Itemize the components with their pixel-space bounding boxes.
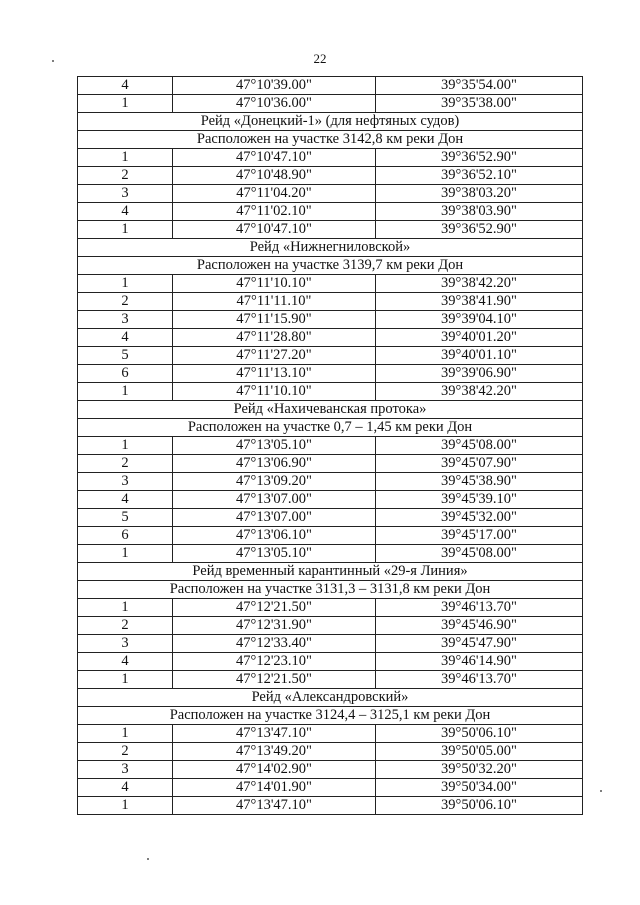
scan-speck bbox=[52, 60, 54, 62]
section-heading-row bbox=[78, 401, 583, 419]
point-number-cell: 3 bbox=[78, 185, 173, 203]
longitude-cell: 39°38'03.20" bbox=[376, 185, 583, 203]
longitude-cell: 39°36'52.90" bbox=[376, 149, 583, 167]
point-number-cell: 2 bbox=[78, 167, 173, 185]
section-heading-row bbox=[78, 563, 583, 581]
longitude-cell: 39°50'06.10" bbox=[376, 797, 583, 815]
table-row bbox=[78, 311, 583, 329]
point-number-cell: 2 bbox=[78, 617, 173, 635]
longitude-cell: 39°45'32.00" bbox=[376, 509, 583, 527]
section-heading: Расположен на участке 3124,4 – 3125,1 км реки Дон bbox=[78, 707, 583, 725]
section-heading: Рейд «Донецкий-1» (для нефтяных судов) bbox=[78, 113, 583, 131]
latitude-cell: 47°11'27.20" bbox=[173, 347, 376, 365]
latitude-cell: 47°11'10.10" bbox=[173, 275, 376, 293]
longitude-cell: 39°50'32.20" bbox=[376, 761, 583, 779]
latitude-cell: 47°13'47.10" bbox=[173, 797, 376, 815]
latitude-cell: 47°12'23.10" bbox=[173, 653, 376, 671]
longitude-cell: 39°46'14.90" bbox=[376, 653, 583, 671]
latitude-cell: 47°10'36.00" bbox=[173, 95, 376, 113]
point-number-cell: 1 bbox=[78, 545, 173, 563]
table-row bbox=[78, 95, 583, 113]
point-number-cell: 1 bbox=[78, 725, 173, 743]
table-row bbox=[78, 149, 583, 167]
longitude-cell: 39°39'06.90" bbox=[376, 365, 583, 383]
point-number-cell: 4 bbox=[78, 653, 173, 671]
point-number-cell: 4 bbox=[78, 77, 173, 95]
latitude-cell: 47°13'06.90" bbox=[173, 455, 376, 473]
longitude-cell: 39°45'39.10" bbox=[376, 491, 583, 509]
point-number-cell: 3 bbox=[78, 473, 173, 491]
point-number-cell: 4 bbox=[78, 491, 173, 509]
table-row bbox=[78, 347, 583, 365]
section-heading: Рейд временный карантинный «29-я Линия» bbox=[78, 563, 583, 581]
table-row bbox=[78, 797, 583, 815]
point-number-cell: 2 bbox=[78, 455, 173, 473]
section-heading: Расположен на участке 3139,7 км реки Дон bbox=[78, 257, 583, 275]
longitude-cell: 39°39'04.10" bbox=[376, 311, 583, 329]
longitude-cell: 39°45'17.00" bbox=[376, 527, 583, 545]
table-row bbox=[78, 167, 583, 185]
table-row bbox=[78, 635, 583, 653]
latitude-cell: 47°10'47.10" bbox=[173, 149, 376, 167]
coordinates-table-body bbox=[78, 77, 583, 815]
point-number-cell: 1 bbox=[78, 437, 173, 455]
point-number-cell: 1 bbox=[78, 149, 173, 167]
table-row bbox=[78, 275, 583, 293]
latitude-cell: 47°13'07.00" bbox=[173, 509, 376, 527]
latitude-cell: 47°14'01.90" bbox=[173, 779, 376, 797]
table-row bbox=[78, 599, 583, 617]
section-heading-row bbox=[78, 581, 583, 599]
table-row bbox=[78, 455, 583, 473]
latitude-cell: 47°11'28.80" bbox=[173, 329, 376, 347]
longitude-cell: 39°35'38.00" bbox=[376, 95, 583, 113]
longitude-cell: 39°45'47.90" bbox=[376, 635, 583, 653]
point-number-cell: 3 bbox=[78, 635, 173, 653]
latitude-cell: 47°11'04.20" bbox=[173, 185, 376, 203]
section-heading: Рейд «Александровский» bbox=[78, 689, 583, 707]
section-heading-row bbox=[78, 131, 583, 149]
latitude-cell: 47°13'06.10" bbox=[173, 527, 376, 545]
longitude-cell: 39°36'52.10" bbox=[376, 167, 583, 185]
latitude-cell: 47°10'48.90" bbox=[173, 167, 376, 185]
longitude-cell: 39°38'03.90" bbox=[376, 203, 583, 221]
section-heading-row bbox=[78, 419, 583, 437]
table-row bbox=[78, 617, 583, 635]
point-number-cell: 4 bbox=[78, 779, 173, 797]
page-number: 22 bbox=[313, 51, 327, 66]
table-row bbox=[78, 293, 583, 311]
point-number-cell: 1 bbox=[78, 797, 173, 815]
longitude-cell: 39°36'52.90" bbox=[376, 221, 583, 239]
point-number-cell: 1 bbox=[78, 275, 173, 293]
longitude-cell: 39°46'13.70" bbox=[376, 671, 583, 689]
longitude-cell: 39°45'07.90" bbox=[376, 455, 583, 473]
longitude-cell: 39°50'34.00" bbox=[376, 779, 583, 797]
latitude-cell: 47°10'39.00" bbox=[173, 77, 376, 95]
section-heading-row bbox=[78, 257, 583, 275]
point-number-cell: 2 bbox=[78, 743, 173, 761]
table-row bbox=[78, 383, 583, 401]
section-heading: Расположен на участке 3142,8 км реки Дон bbox=[78, 131, 583, 149]
table-row bbox=[78, 545, 583, 563]
longitude-cell: 39°46'13.70" bbox=[376, 599, 583, 617]
latitude-cell: 47°10'47.10" bbox=[173, 221, 376, 239]
table-row bbox=[78, 365, 583, 383]
point-number-cell: 4 bbox=[78, 203, 173, 221]
table-row bbox=[78, 221, 583, 239]
section-heading: Расположен на участке 0,7 – 1,45 км реки Дон bbox=[78, 419, 583, 437]
longitude-cell: 39°40'01.20" bbox=[376, 329, 583, 347]
latitude-cell: 47°11'15.90" bbox=[173, 311, 376, 329]
table-row bbox=[78, 779, 583, 797]
longitude-cell: 39°45'08.00" bbox=[376, 545, 583, 563]
latitude-cell: 47°11'10.10" bbox=[173, 383, 376, 401]
point-number-cell: 1 bbox=[78, 95, 173, 113]
section-heading: Расположен на участке 3131,3 – 3131,8 км реки Дон bbox=[78, 581, 583, 599]
table-row bbox=[78, 185, 583, 203]
point-number-cell: 6 bbox=[78, 365, 173, 383]
table-row bbox=[78, 437, 583, 455]
table-row bbox=[78, 527, 583, 545]
table-row bbox=[78, 725, 583, 743]
latitude-cell: 47°14'02.90" bbox=[173, 761, 376, 779]
section-heading: Рейд «Нижнегниловской» bbox=[78, 239, 583, 257]
latitude-cell: 47°13'47.10" bbox=[173, 725, 376, 743]
point-number-cell: 2 bbox=[78, 293, 173, 311]
latitude-cell: 47°12'31.90" bbox=[173, 617, 376, 635]
table-row bbox=[78, 203, 583, 221]
section-heading: Рейд «Нахичеванская протока» bbox=[78, 401, 583, 419]
point-number-cell: 5 bbox=[78, 509, 173, 527]
longitude-cell: 39°45'08.00" bbox=[376, 437, 583, 455]
longitude-cell: 39°45'46.90" bbox=[376, 617, 583, 635]
longitude-cell: 39°38'41.90" bbox=[376, 293, 583, 311]
table-row bbox=[78, 473, 583, 491]
latitude-cell: 47°13'07.00" bbox=[173, 491, 376, 509]
table-row bbox=[78, 509, 583, 527]
longitude-cell: 39°40'01.10" bbox=[376, 347, 583, 365]
table-row bbox=[78, 743, 583, 761]
latitude-cell: 47°12'21.50" bbox=[173, 671, 376, 689]
longitude-cell: 39°35'54.00" bbox=[376, 77, 583, 95]
point-number-cell: 1 bbox=[78, 221, 173, 239]
latitude-cell: 47°13'05.10" bbox=[173, 437, 376, 455]
longitude-cell: 39°50'05.00" bbox=[376, 743, 583, 761]
point-number-cell: 1 bbox=[78, 383, 173, 401]
section-heading-row bbox=[78, 689, 583, 707]
latitude-cell: 47°11'11.10" bbox=[173, 293, 376, 311]
latitude-cell: 47°11'02.10" bbox=[173, 203, 376, 221]
section-heading-row bbox=[78, 707, 583, 725]
table-row bbox=[78, 671, 583, 689]
point-number-cell: 3 bbox=[78, 761, 173, 779]
table-row bbox=[78, 77, 583, 95]
scan-speck bbox=[600, 790, 602, 792]
longitude-cell: 39°38'42.20" bbox=[376, 383, 583, 401]
point-number-cell: 1 bbox=[78, 671, 173, 689]
table-row bbox=[78, 761, 583, 779]
latitude-cell: 47°12'33.40" bbox=[173, 635, 376, 653]
table-row bbox=[78, 329, 583, 347]
table-row bbox=[78, 653, 583, 671]
point-number-cell: 6 bbox=[78, 527, 173, 545]
point-number-cell: 4 bbox=[78, 329, 173, 347]
table-row bbox=[78, 491, 583, 509]
latitude-cell: 47°11'13.10" bbox=[173, 365, 376, 383]
section-heading-row bbox=[78, 239, 583, 257]
coordinates-table bbox=[77, 76, 583, 815]
latitude-cell: 47°13'49.20" bbox=[173, 743, 376, 761]
longitude-cell: 39°38'42.20" bbox=[376, 275, 583, 293]
point-number-cell: 3 bbox=[78, 311, 173, 329]
point-number-cell: 5 bbox=[78, 347, 173, 365]
latitude-cell: 47°12'21.50" bbox=[173, 599, 376, 617]
longitude-cell: 39°45'38.90" bbox=[376, 473, 583, 491]
latitude-cell: 47°13'05.10" bbox=[173, 545, 376, 563]
point-number-cell: 1 bbox=[78, 599, 173, 617]
latitude-cell: 47°13'09.20" bbox=[173, 473, 376, 491]
scan-speck bbox=[147, 858, 149, 860]
longitude-cell: 39°50'06.10" bbox=[376, 725, 583, 743]
section-heading-row bbox=[78, 113, 583, 131]
